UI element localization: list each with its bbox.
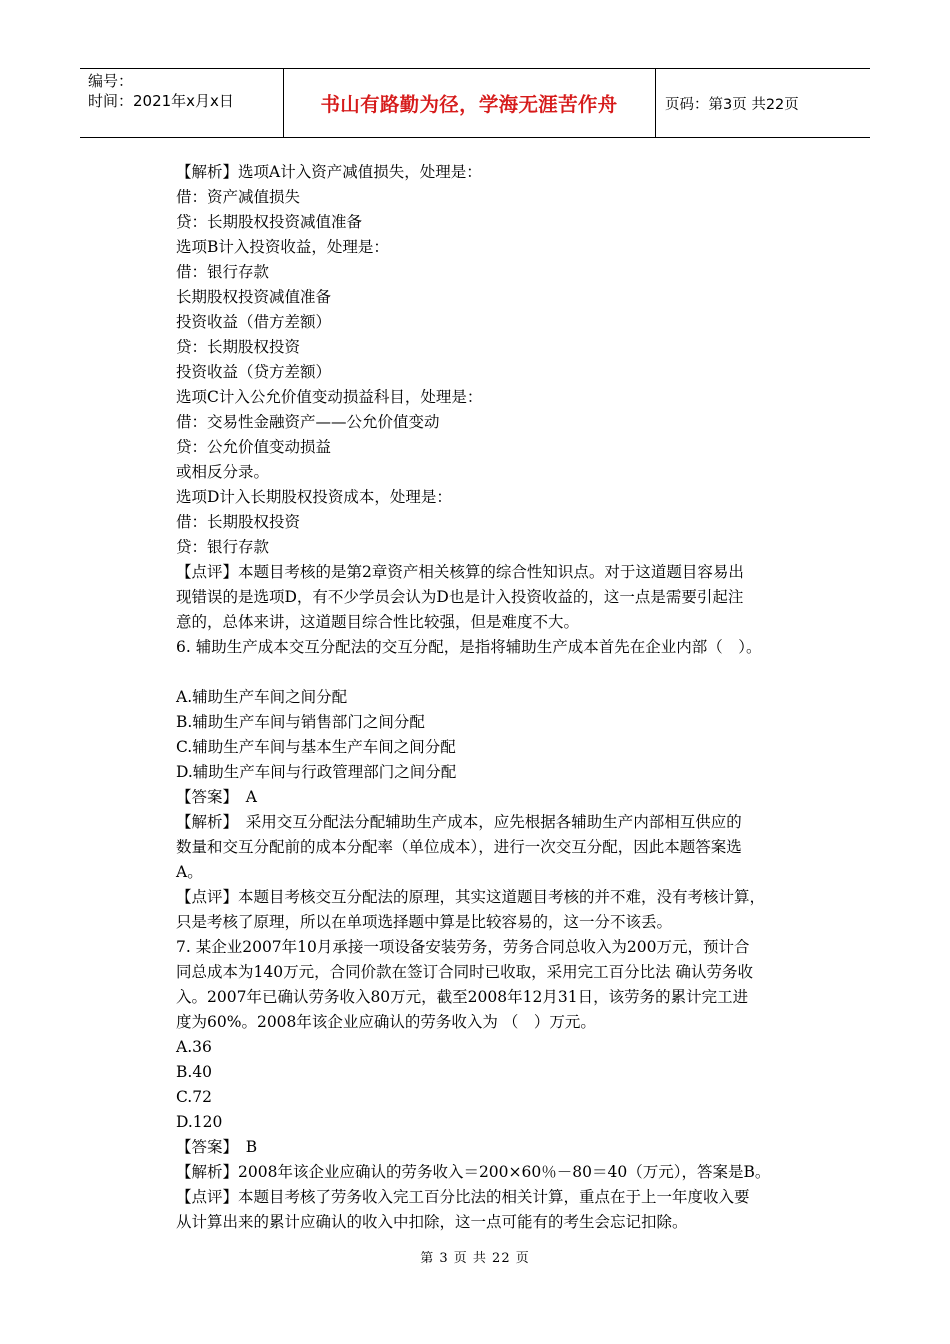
text-line: 贷：长期股权投资减值准备 [176,213,363,231]
text-line: D.120 [176,1113,223,1131]
text-line: 投资收益（贷方差额） [176,363,332,381]
text-line: 或相反分录。 [176,463,270,481]
text-line: 【点评】本题目考核交互分配法的原理，其实这道题目考核的并不难，没有考核计算， [176,888,766,906]
text-line: 借：银行存款 [176,263,270,281]
text-line: B.辅助生产车间与销售部门之间分配 [176,713,425,731]
text-line: 意的，总体来讲，这道题目综合性比较强，但是难度不大。 [176,613,580,631]
header-motto: 书山有路勤为径，学海无涯苦作舟 [320,93,618,116]
text-line: B.40 [176,1063,213,1081]
header-left [88,71,234,111]
text-line: 【答案】 A [176,788,257,806]
text-line: 【点评】本题目考核了劳务收入完工百分比法的相关计算，重点在于上一年度收入要 [176,1188,750,1206]
text-line: A.36 [176,1038,212,1056]
text-line: 同总成本为140万元，合同价款在签订合同时已收取，采用完工百分比法 确认劳务收 [176,963,754,981]
date-label: 时间：2021年x月x日 [88,92,234,110]
text-line: 入。2007年已确认劳务收入80万元，截至2008年12月31日，该劳务的累计完工进 [176,988,749,1006]
document-body [176,160,806,1235]
number-label: 编号： [88,72,134,90]
text-line: 借：交易性金融资产——公允价值变动 [176,413,440,431]
text-line: 现错误的是选项D，有不少学员会认为D也是计入投资收益的，这一点是需要引起注 [176,588,744,606]
text-line: 贷：银行存款 [176,538,270,556]
text-line: 从计算出来的累计应确认的收入中扣除，这一点可能有的考生会忘记扣除。 [176,1213,688,1231]
text-line: 【点评】本题目考核的是第2章资产相关核算的综合性知识点。对于这道题目容易出 [176,563,744,581]
text-line: 6. 辅助生产成本交互分配法的交互分配，是指将辅助生产成本首先在企业内部（ ）。 [176,638,762,656]
text-line: 选项B计入投资收益，处理是： [176,238,389,256]
text-line: A.辅助生产车间之间分配 [176,688,348,706]
text-line: 选项D计入长期股权投资成本，处理是： [176,488,452,506]
header-divider [655,69,656,137]
text-line: 7. 某企业2007年10月承接一项设备安装劳务，劳务合同总收入为200万元，预计合 [176,938,750,956]
text-line: C.72 [176,1088,212,1106]
text-line: 度为60%。2008年该企业应确认的劳务收入为 （ ）万元。 [176,1013,596,1031]
text-line: 选项C计入公允价值变动损益科目，处理是： [176,388,483,406]
text-line [176,660,806,685]
text-line: 数量和交互分配前的成本分配率（单位成本），进行一次交互分配，因此本题答案选 [176,838,742,856]
text-line: 【答案】 B [176,1138,258,1156]
text-line: 只是考核了原理，所以在单项选择题中算是比较容易的，这一分不该丢。 [176,913,673,931]
text-line: 【解析】2008年该企业应确认的劳务收入＝200×60％－80＝40（万元），答案是B。 [176,1163,771,1181]
header-page-info: 页码：第3页 共22页 [665,96,799,113]
text-line: A。 [176,863,203,881]
page-footer: 第 3 页 共 22 页 [420,1251,530,1266]
text-line: 【解析】选项A计入资产减值损失，处理是： [176,163,482,181]
text-line: 贷：公允价值变动损益 [176,438,332,456]
text-line: 贷：长期股权投资 [176,338,301,356]
text-line: 投资收益（借方差额） [176,313,332,331]
text-line: 借：长期股权投资 [176,513,301,531]
text-line: 长期股权投资减值准备 [176,288,332,306]
page-header [80,68,870,138]
text-line: 借：资产减值损失 [176,188,301,206]
text-line: D.辅助生产车间与行政管理部门之间分配 [176,763,457,781]
text-line: C.辅助生产车间与基本生产车间之间分配 [176,738,456,756]
text-line: 【解析】 采用交互分配法分配辅助生产成本，应先根据各辅助生产内部相互供应的 [176,813,742,831]
